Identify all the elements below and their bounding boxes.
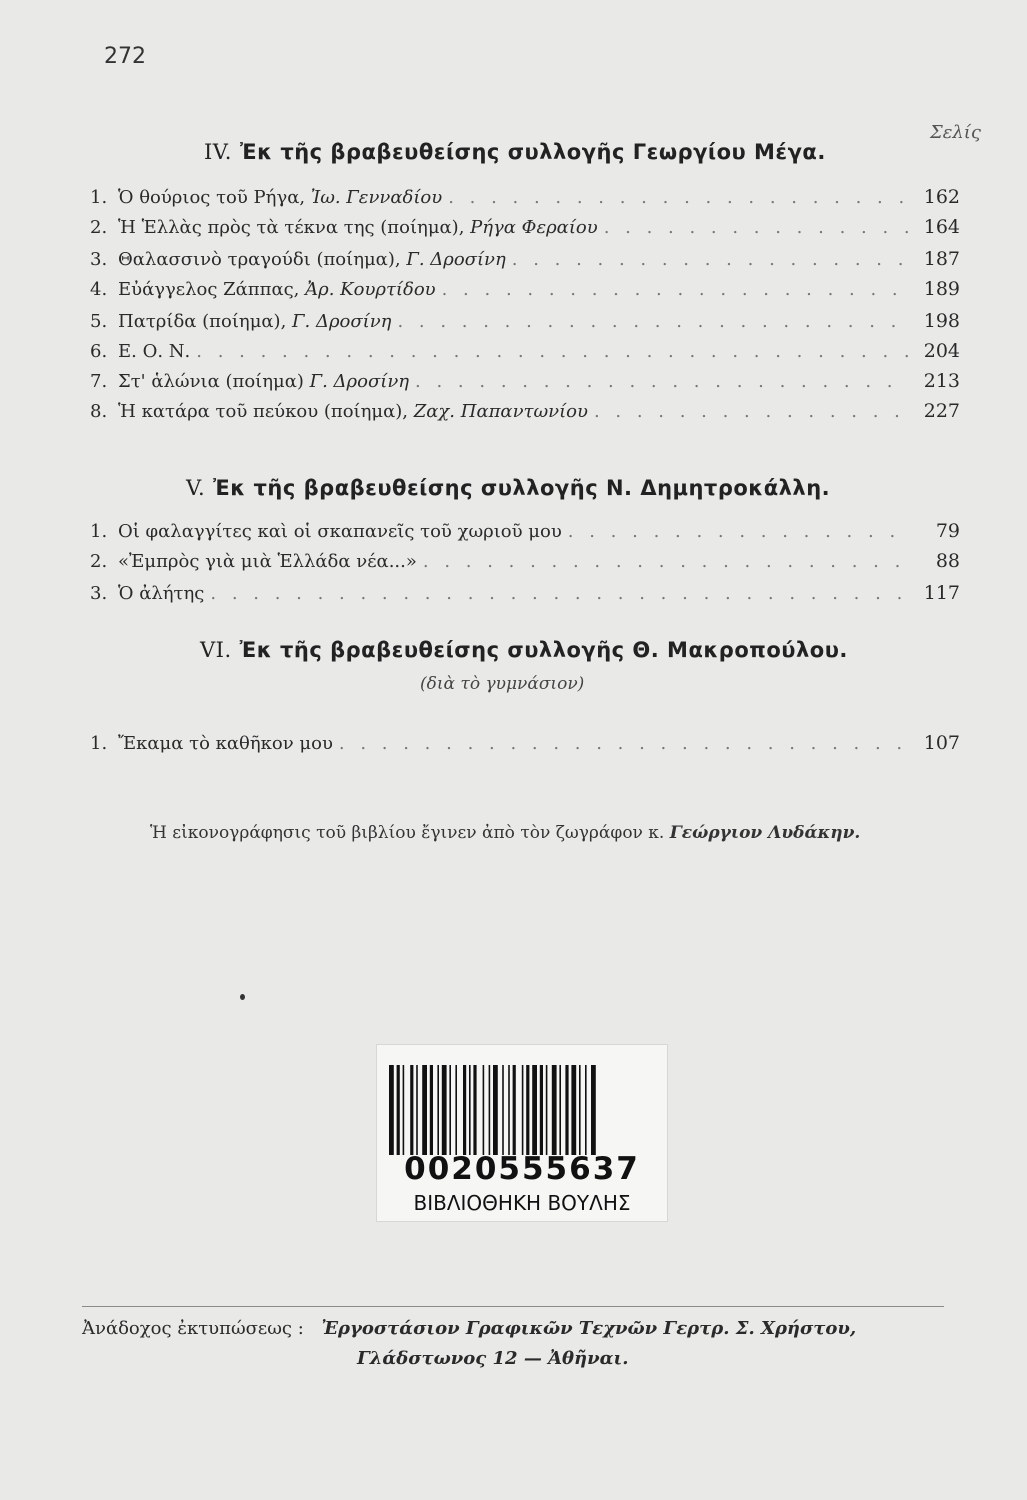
leader-dots	[423, 551, 910, 572]
section-title-v	[186, 476, 830, 500]
toc-entry	[90, 216, 960, 242]
ink-speck	[240, 994, 245, 1000]
leader-dots	[397, 311, 910, 332]
entry-page: 162	[923, 186, 960, 208]
toc-entry	[90, 248, 960, 274]
entry-title: Στ' ἁλώνια (ποίημα) Γ. Δροσίνη	[118, 371, 410, 392]
toc-entry	[90, 310, 960, 336]
section-heading: Ἐκ τῆς βραβευθείσης συλλογῆς Ν. Δημητροκάλλη.	[213, 476, 831, 500]
entry-author: Ζαχ. Παπαντωνίου	[413, 401, 588, 422]
section-subtitle: (διὰ τὸ γυμνάσιον)	[420, 674, 585, 694]
leader-dots	[210, 583, 910, 604]
toc-entry	[90, 278, 960, 304]
entry-title: Ἔκαμα τὸ καθῆκον μου	[118, 733, 333, 754]
entry-page: 107	[923, 732, 960, 754]
illustrator-name: Γεώργιον Λυδάκην.	[669, 823, 861, 843]
pages-column-label: Σελίς	[930, 122, 981, 143]
toc-entry	[90, 400, 960, 426]
entry-page: 88	[935, 550, 960, 572]
printer-name: Ἐργοστάσιον Γραφικῶν Τεχνῶν Γερτρ. Σ. Χρήστου,	[321, 1318, 857, 1339]
section-title-vi	[200, 638, 848, 662]
entry-page: 204	[923, 340, 960, 362]
leader-dots	[339, 733, 910, 754]
leader-dots	[442, 279, 910, 300]
entry-author: Γ. Δροσίνη	[292, 311, 392, 332]
library-name: ΒΙΒΛΙΟΘΗΚΗ ΒΟΥΛΗΣ	[413, 1191, 631, 1215]
printer-imprint	[82, 1318, 962, 1369]
entry-index: 3.	[90, 249, 108, 270]
entry-page: 79	[935, 520, 960, 542]
entry-title: Πατρίδα (ποίημα), Γ. Δροσίνη	[118, 311, 392, 332]
section-number: VI.	[200, 638, 232, 662]
entry-page: 187	[923, 248, 960, 270]
entry-title: Ε. Ο. Ν.	[118, 341, 191, 362]
barcode-icon	[387, 1065, 657, 1155]
library-barcode-label	[376, 1044, 668, 1222]
entry-index: 6.	[90, 341, 108, 362]
entry-author: Γ. Δροσίνη	[309, 371, 410, 392]
leader-dots	[415, 371, 910, 392]
printer-address: Γλάδστωνος 12 — Ἀθῆναι.	[357, 1348, 629, 1369]
section-heading: Ἐκ τῆς βραβευθείσης συλλογῆς Γεωργίου Μέγα.	[239, 140, 826, 164]
entry-page: 117	[923, 582, 960, 604]
entry-title: Ἡ κατάρα τοῦ πεύκου (ποίημα), Ζαχ. Παπαντωνίου	[118, 401, 588, 422]
entry-title: Οἱ φαλαγγίτες καὶ οἱ σκαπανεῖς τοῦ χωριοῦ μου	[118, 521, 562, 542]
entry-index: 2.	[90, 217, 108, 238]
entry-index: 1.	[90, 521, 108, 542]
entry-index: 7.	[90, 371, 108, 392]
entry-index: 1.	[90, 733, 108, 754]
entry-author: Γ. Δροσίνη	[406, 249, 506, 270]
entry-index: 8.	[90, 401, 108, 422]
leader-dots	[448, 187, 910, 208]
section-number: V.	[186, 476, 206, 500]
leader-dots	[512, 249, 910, 270]
illustration-note	[90, 818, 954, 848]
toc-entry	[90, 340, 960, 366]
entry-index: 1.	[90, 187, 108, 208]
leader-dots	[594, 401, 910, 422]
page-number: 272	[104, 44, 146, 69]
entry-page: 189	[923, 278, 960, 300]
toc-entry	[90, 582, 960, 608]
toc-entry	[90, 520, 960, 546]
entry-index: 3.	[90, 583, 108, 604]
toc-entry	[90, 732, 960, 758]
entry-title: Ἡ Ἑλλὰς πρὸς τὰ τέκνα της (ποίημα), Ρήγα Φεραίου	[118, 217, 598, 238]
toc-entry	[90, 370, 960, 396]
leader-dots	[604, 217, 910, 238]
barcode-number: 0020555637	[404, 1151, 640, 1187]
toc-entry	[90, 186, 960, 212]
entry-index: 2.	[90, 551, 108, 572]
entry-page: 164	[923, 216, 960, 238]
entry-title: Ὁ ἀλήτης	[118, 583, 205, 604]
entry-page: 213	[923, 370, 960, 392]
entry-title: «Ἐμπρὸς γιὰ μιὰ Ἑλλάδα νέα...»	[118, 551, 417, 572]
toc-entry	[90, 550, 960, 576]
illustration-note-text: Ἡ εἰκονογράφησις τοῦ βιβλίου ἔγινεν ἀπὸ τὸν ζωγράφον κ.	[150, 823, 665, 843]
entry-title: Εὐάγγελος Ζάππας, Ἀρ. Κουρτίδου	[118, 279, 436, 300]
entry-author: Ρήγα Φεραίου	[470, 217, 598, 238]
footer-rule	[82, 1306, 944, 1307]
entry-author: Ἀρ. Κουρτίδου	[305, 279, 436, 300]
section-number: IV.	[204, 140, 232, 164]
leader-dots	[568, 521, 910, 542]
entry-page: 198	[923, 310, 960, 332]
entry-author: Ἰω. Γενναδίου	[310, 187, 443, 208]
printer-label: Ἀνάδοχος ἐκτυπώσεως :	[82, 1318, 304, 1339]
entry-index: 5.	[90, 311, 108, 332]
entry-index: 4.	[90, 279, 108, 300]
section-title-iv	[204, 140, 826, 164]
entry-page: 227	[923, 400, 960, 422]
section-heading: Ἐκ τῆς βραβευθείσης συλλογῆς Θ. Μακροπούλου.	[239, 638, 848, 662]
entry-title: Θαλασσινὸ τραγούδι (ποίημα), Γ. Δροσίνη	[118, 249, 506, 270]
entry-title: Ὁ θούριος τοῦ Ρήγα, Ἰω. Γενναδίου	[118, 187, 443, 208]
leader-dots	[196, 341, 910, 362]
